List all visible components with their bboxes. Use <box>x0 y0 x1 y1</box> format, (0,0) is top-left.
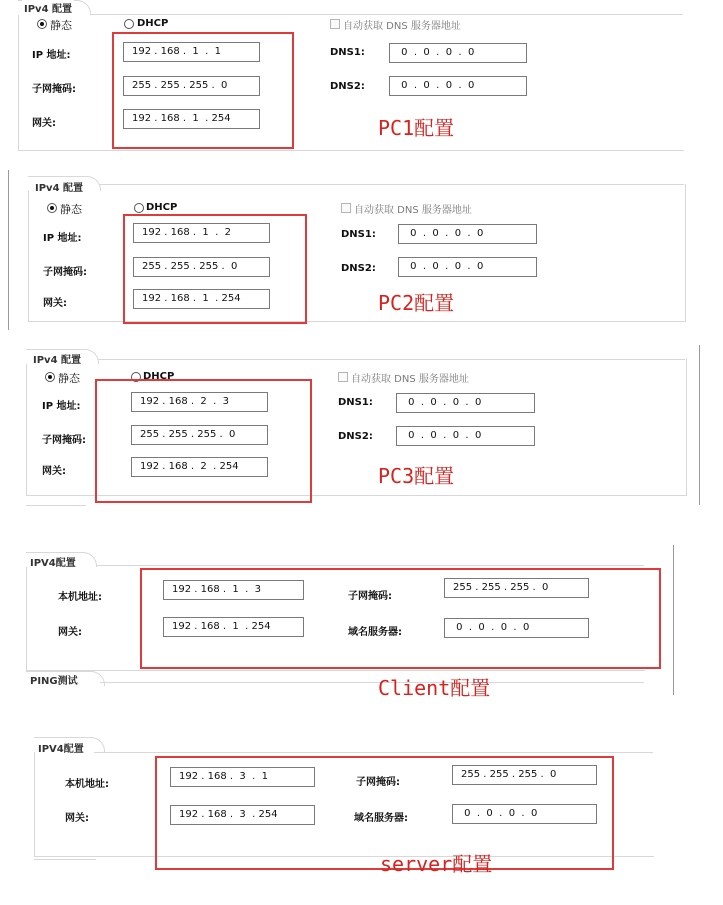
window-edge <box>699 345 700 505</box>
highlight-box <box>112 32 294 149</box>
gateway-label: 网关: <box>42 466 66 477</box>
static-label: 静态 <box>60 203 82 216</box>
dhcp-radio[interactable] <box>124 19 134 29</box>
annotation-caption: PC1配置 <box>378 116 455 140</box>
annotation-caption: PC3配置 <box>378 464 455 488</box>
dhcp-label: DHCP <box>146 202 178 213</box>
subnet-mask-label: 子网掩码: <box>42 435 86 446</box>
next-group-border <box>34 859 96 860</box>
subnet-mask-input[interactable]: 255 . 255 . 255 . 0 <box>123 76 260 96</box>
group-title: IPv4 配置 <box>31 351 83 366</box>
pc3-panel <box>0 345 723 510</box>
dhcp-label: DHCP <box>137 18 169 29</box>
subnet-mask-input[interactable]: 255 . 255 . 255 . 0 <box>133 257 270 277</box>
dns1-input[interactable]: 0 . 0 . 0 . 0 <box>398 224 537 244</box>
dhcp-label: DHCP <box>143 371 175 382</box>
auto-dns-label: 自动获取 DNS 服务器地址 <box>351 374 469 385</box>
subnet-mask-input[interactable]: 255 . 255 . 255 . 0 <box>452 765 597 785</box>
static-radio[interactable] <box>45 372 55 382</box>
local-address-label: 本机地址: <box>65 779 109 790</box>
gateway-input[interactable]: 192 . 168 . 1 . 254 <box>133 289 270 309</box>
next-group-border <box>26 505 86 506</box>
static-label: 静态 <box>50 19 72 32</box>
static-radio[interactable] <box>47 203 57 213</box>
static-label: 静态 <box>58 372 80 385</box>
window-edge <box>8 170 9 330</box>
dns2-label: DNS2: <box>330 81 365 92</box>
gateway-input[interactable]: 192 . 168 . 1 . 254 <box>123 109 260 129</box>
subnet-mask-label: 子网掩码: <box>43 267 87 278</box>
dhcp-radio[interactable] <box>134 203 144 213</box>
highlight-box <box>95 379 312 503</box>
auto-dns-checkbox[interactable] <box>338 372 348 382</box>
annotation-caption: server配置 <box>380 852 493 876</box>
gateway-label: 网关: <box>58 627 82 638</box>
group-title: IPV4配置 <box>28 554 78 569</box>
gateway-input[interactable]: 192 . 168 . 3 . 254 <box>170 805 315 825</box>
next-group-border <box>100 682 644 683</box>
dns1-input[interactable]: 0 . 0 . 0 . 0 <box>389 43 527 63</box>
dns2-label: DNS2: <box>338 431 373 442</box>
gateway-label: 网关: <box>43 298 67 309</box>
dns-server-label: 域名服务器: <box>354 813 408 824</box>
ip-address-input[interactable]: 192 . 168 . 2 . 3 <box>131 392 268 412</box>
ip-address-input[interactable]: 192 . 168 . 1 . 2 <box>133 223 270 243</box>
dns-server-input[interactable]: 0 . 0 . 0 . 0 <box>444 618 589 638</box>
dns-server-label: 域名服务器: <box>348 627 402 638</box>
dns1-label: DNS1: <box>338 397 373 408</box>
static-radio[interactable] <box>37 19 47 29</box>
local-address-input[interactable]: 192 . 168 . 1 . 3 <box>163 580 304 600</box>
subnet-mask-input[interactable]: 255 . 255 . 255 . 0 <box>131 425 268 445</box>
dns1-label: DNS1: <box>341 229 376 240</box>
dns2-input[interactable]: 0 . 0 . 0 . 0 <box>398 257 537 277</box>
gateway-label: 网关: <box>32 118 56 129</box>
highlight-box <box>123 214 307 324</box>
local-address-input[interactable]: 192 . 168 . 3 . 1 <box>170 767 315 787</box>
dns2-label: DNS2: <box>341 263 376 274</box>
subnet-mask-label: 子网掩码: <box>348 591 392 602</box>
annotation-caption: PC2配置 <box>378 291 455 315</box>
local-address-label: 本机地址: <box>58 592 102 603</box>
client-panel <box>0 540 723 700</box>
dns2-input[interactable]: 0 . 0 . 0 . 0 <box>389 76 527 96</box>
subnet-mask-label: 子网掩码: <box>356 777 400 788</box>
dns1-input[interactable]: 0 . 0 . 0 . 0 <box>396 393 535 413</box>
gateway-input[interactable]: 192 . 168 . 2 . 254 <box>131 457 268 477</box>
gateway-input[interactable]: 192 . 168 . 1 . 254 <box>163 617 304 637</box>
group-title: IPv4 配置 <box>33 179 85 194</box>
group-title: IPV4配置 <box>36 740 86 755</box>
ping-test-title: PING测试 <box>28 672 80 687</box>
dns1-label: DNS1: <box>330 47 365 58</box>
subnet-mask-label: 子网掩码: <box>32 84 76 95</box>
auto-dns-checkbox[interactable] <box>330 19 340 29</box>
annotation-caption: Client配置 <box>378 676 491 700</box>
gateway-label: 网关: <box>65 813 89 824</box>
server-panel <box>0 725 723 885</box>
subnet-mask-input[interactable]: 255 . 255 . 255 . 0 <box>444 578 589 598</box>
auto-dns-label: 自动获取 DNS 服务器地址 <box>354 205 472 216</box>
pc1-panel <box>0 0 723 155</box>
dns-server-input[interactable]: 0 . 0 . 0 . 0 <box>452 804 597 824</box>
ip-address-input[interactable]: 192 . 168 . 1 . 1 <box>123 42 260 62</box>
dns2-input[interactable]: 0 . 0 . 0 . 0 <box>396 426 535 446</box>
auto-dns-label: 自动获取 DNS 服务器地址 <box>343 21 461 32</box>
pc2-panel <box>0 170 723 335</box>
ip-label: IP 地址: <box>32 50 71 61</box>
ip-label: IP 地址: <box>42 401 81 412</box>
group-title: IPv4 配置 <box>22 0 74 15</box>
highlight-box <box>140 568 661 669</box>
auto-dns-checkbox[interactable] <box>341 203 351 213</box>
ip-label: IP 地址: <box>43 233 82 244</box>
window-edge <box>673 545 674 695</box>
